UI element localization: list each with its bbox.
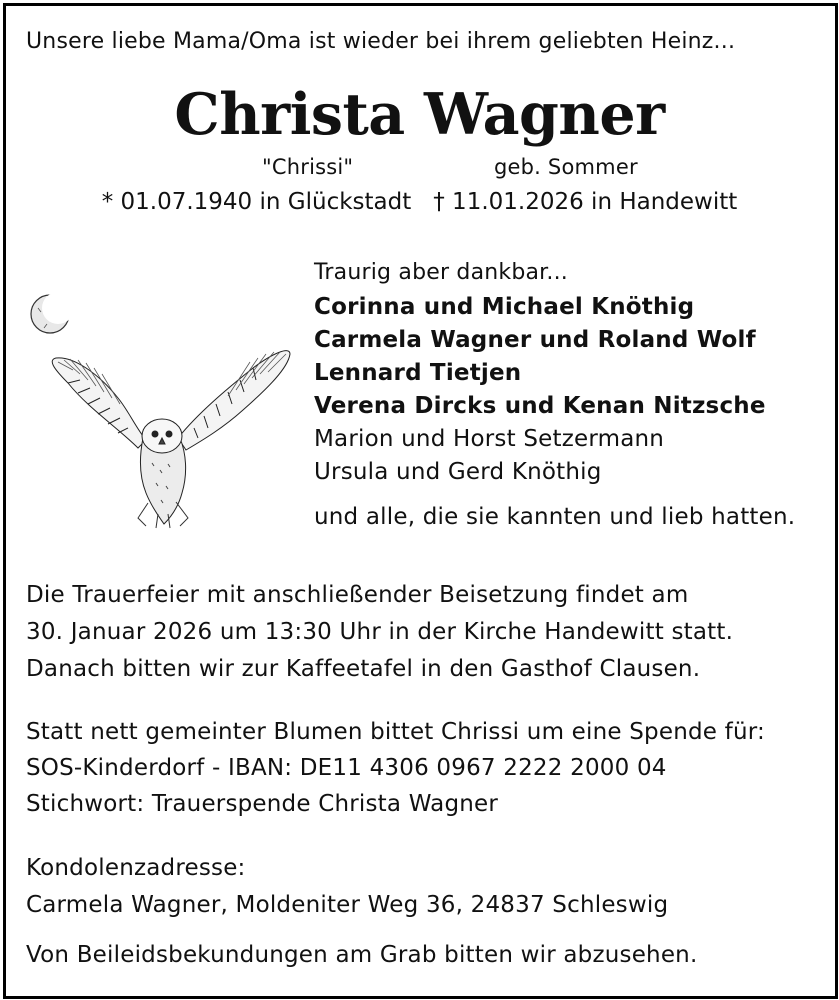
grave-note: Von Beileidsbekundungen am Grab bitten wir abzusehen. (26, 942, 698, 968)
owl-illustration (28, 288, 298, 538)
birth-date: * 01.07.1940 in Glückstadt (101, 189, 412, 215)
mourner-name: Corinna und Michael Knöthig (314, 294, 695, 320)
birth-name: geb. Sommer (494, 155, 638, 179)
donation-iban: SOS-Kinderdorf - IBAN: DE11 4306 0967 2222 2000 04 (26, 755, 667, 781)
mourner-name: Verena Dircks und Kenan Nitzsche (314, 393, 766, 419)
mourner-name: Ursula und Gerd Knöthig (314, 459, 602, 485)
condolence-label: Kondolenzadresse: (26, 855, 246, 881)
deceased-name: Christa Wagner (174, 81, 665, 148)
donation-line: Statt nett gemeinter Blumen bittet Chrissi um eine Spende für: (26, 719, 765, 745)
condolence-address: Carmela Wagner, Moldeniter Weg 36, 24837 Schleswig (26, 892, 669, 918)
mourners-intro: Traurig aber dankbar... (314, 260, 568, 285)
life-dates (0, 186, 839, 218)
mourner-name: Carmela Wagner und Roland Wolf (314, 327, 756, 353)
mourner-name: Lennard Tietjen (314, 360, 522, 386)
ceremony-line: 30. Januar 2026 um 13:30 Uhr in der Kirche Handewitt statt. (26, 619, 734, 645)
death-date: † 11.01.2026 in Handewitt (433, 189, 738, 215)
ceremony-line: Danach bitten wir zur Kaffeetafel in den Gasthof Clausen. (26, 656, 701, 682)
ceremony-line: Die Trauerfeier mit anschließender Beisetzung findet am (26, 582, 689, 608)
crescent-moon-icon (31, 292, 74, 333)
intro-line: Unsere liebe Mama/Oma ist wieder bei ihrem geliebten Heinz... (26, 29, 736, 54)
flying-owl-icon (52, 351, 290, 528)
mourners-closing: und alle, die sie kannten und lieb hatten. (314, 504, 796, 530)
donation-keyword: Stichwort: Trauerspende Christa Wagner (26, 791, 499, 817)
mourner-name: Marion und Horst Setzermann (314, 426, 665, 452)
nickname: "Chrissi" (262, 155, 354, 179)
